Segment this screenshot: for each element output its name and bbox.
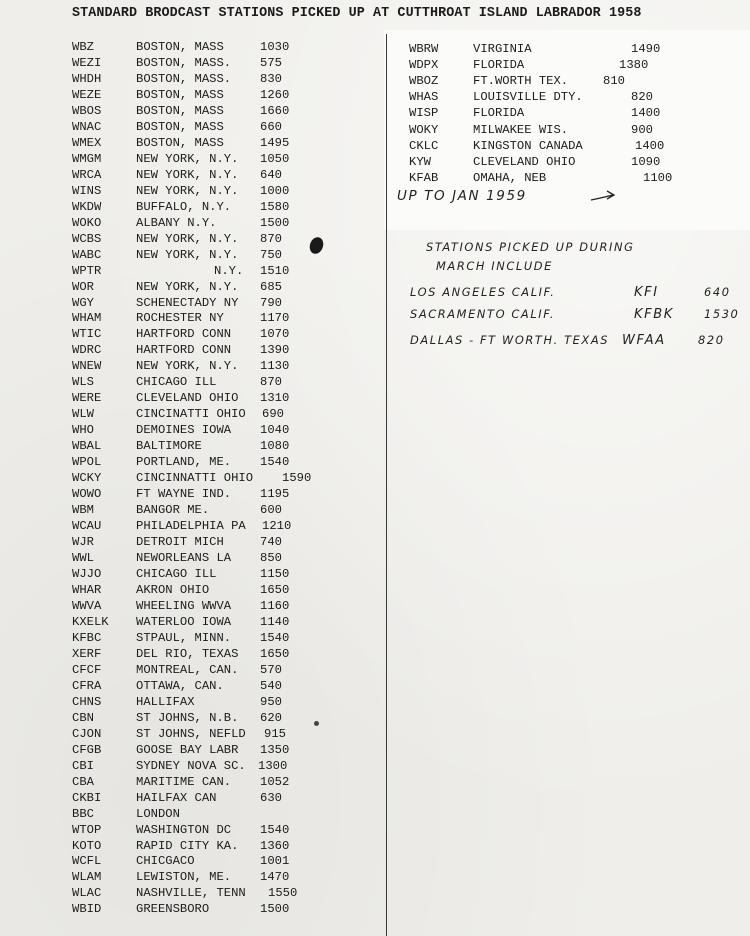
station-location: STPAUL, MINN.	[136, 630, 232, 645]
handwritten-station-row	[410, 285, 740, 303]
station-row	[72, 263, 382, 279]
station-frequency: 660	[260, 119, 282, 134]
station-frequency: 1510	[260, 263, 290, 278]
station-row	[72, 374, 382, 390]
station-location: VIRGINIA	[473, 42, 532, 56]
call-sign: WBZ	[72, 40, 94, 54]
station-frequency: 1080	[260, 439, 290, 454]
call-sign: WPTR	[72, 263, 102, 278]
station-frequency: 1260	[260, 87, 290, 102]
station-location: CHICGACO	[136, 854, 195, 869]
station-row	[72, 518, 382, 534]
call-sign: WOKY	[409, 122, 439, 137]
call-sign: WKDW	[72, 199, 102, 214]
call-sign: WOR	[72, 279, 94, 294]
station-location: BOSTON, MASS	[136, 135, 224, 150]
handwritten-station-row	[410, 307, 740, 325]
station-row	[409, 154, 739, 170]
station-row	[72, 901, 382, 917]
call-sign: WCKY	[72, 471, 102, 486]
arrow-right-icon	[589, 190, 617, 206]
station-location: WASHINGTON DC	[136, 822, 232, 837]
call-sign: WBOS	[72, 103, 102, 118]
station-location: NEW YORK, N.Y.	[136, 359, 239, 374]
station-row	[72, 853, 382, 869]
station-frequency: 1400	[635, 138, 665, 153]
station-row	[72, 502, 382, 518]
station-frequency: 1400	[631, 106, 661, 121]
station-frequency: 1090	[631, 154, 661, 169]
station-location: NASHVILLE, TENN	[136, 886, 246, 901]
station-location: HARTFORD CONN	[136, 327, 232, 342]
call-sign: CBA	[72, 774, 94, 789]
station-location: NEW YORK, N.Y.	[136, 279, 239, 294]
station-location: BOSTON, MASS.	[136, 55, 232, 70]
station-location: SCHENECTADY NY	[136, 295, 239, 310]
station-row	[409, 73, 739, 89]
station-location: BOSTON, MASS	[136, 119, 224, 134]
call-sign: WJJO	[72, 567, 102, 581]
station-row	[409, 41, 739, 57]
station-row	[72, 390, 382, 406]
call-sign: WDRC	[72, 343, 102, 358]
station-frequency: 1150	[260, 567, 290, 581]
station-row	[72, 279, 382, 295]
station-location: FT.WORTH TEX.	[473, 74, 569, 89]
call-sign: CBN	[72, 710, 94, 725]
station-row	[72, 151, 382, 167]
station-row	[72, 630, 382, 646]
call-sign: WHAM	[72, 311, 102, 326]
station-location: LEWISTON, ME.	[136, 870, 232, 885]
station-frequency: 1100	[643, 170, 673, 185]
station-location: FLORIDA	[473, 106, 525, 121]
station-location: BOSTON, MASS	[136, 40, 224, 54]
station-location: PHILADELPHIA PA	[136, 519, 246, 534]
station-location: KINGSTON CANADA	[473, 138, 583, 153]
station-frequency: 900	[631, 122, 653, 137]
station-frequency: 1580	[260, 199, 290, 214]
up-to-text: UP TO JAN 1959	[397, 188, 527, 204]
station-location: BALTIMORE	[136, 439, 202, 454]
call-sign: WLAM	[72, 870, 102, 885]
station-row	[72, 678, 382, 694]
call-sign: CFGB	[72, 742, 102, 757]
station-frequency: 1140	[260, 614, 290, 629]
call-sign: WCFL	[72, 854, 102, 869]
call-sign: WLAC	[72, 886, 102, 901]
station-location: WHEELING WWVA	[136, 598, 232, 613]
call-sign: WABC	[72, 247, 102, 262]
station-row	[72, 486, 382, 502]
station-location: FLORIDA	[473, 58, 525, 73]
station-frequency: 1170	[260, 311, 290, 326]
call-sign: WCAU	[72, 519, 102, 534]
call-sign: WBM	[72, 503, 94, 518]
call-sign: WMGM	[72, 151, 102, 166]
station-frequency: 1550	[268, 886, 298, 901]
station-location: HAILFAX CAN	[136, 790, 217, 805]
call-sign: WWL	[72, 551, 94, 566]
station-row	[72, 438, 382, 454]
station-row	[72, 406, 382, 422]
station-row	[72, 71, 382, 87]
station-location: CINCINNATTI OHIO	[136, 471, 254, 486]
station-row	[72, 103, 382, 119]
call-sign: WBAL	[72, 439, 102, 454]
call-sign: XERF	[72, 646, 102, 661]
call-sign: WINS	[72, 183, 102, 198]
station-location: NEW YORK, N.Y.	[136, 151, 239, 166]
station-location: NEW YORK, N.Y.	[136, 183, 239, 198]
station-location: PORTLAND, ME.	[136, 455, 232, 470]
station-frequency: 915	[264, 726, 286, 741]
station-location: NEWORLEANS LA	[136, 551, 232, 566]
station-row	[72, 231, 382, 247]
station-row	[72, 838, 382, 854]
call-sign: WNAC	[72, 119, 102, 134]
station-frequency: 1001	[260, 854, 290, 869]
handwritten-frequency: 1530	[704, 307, 740, 321]
call-sign: KXELK	[72, 614, 109, 629]
handwritten-frequency: 820	[698, 333, 725, 347]
station-row	[72, 869, 382, 885]
call-sign: CKBI	[72, 790, 102, 805]
station-frequency: 1130	[260, 359, 290, 374]
call-sign: WRCA	[72, 167, 102, 182]
station-row	[72, 39, 382, 55]
station-row	[72, 55, 382, 71]
station-frequency: 1040	[260, 423, 290, 438]
station-location: DEL RIO, TEXAS	[136, 646, 239, 661]
call-sign: CBI	[72, 758, 94, 773]
station-frequency: 1052	[260, 774, 290, 789]
station-location: ROCHESTER NY	[136, 311, 224, 326]
call-sign: WHDH	[72, 71, 102, 86]
call-sign: WJR	[72, 535, 94, 550]
call-sign: WDPX	[409, 58, 439, 73]
handwritten-frequency: 640	[704, 285, 731, 299]
station-location: ST JOHNS, N.B.	[136, 710, 239, 725]
station-frequency: 540	[260, 678, 282, 693]
station-location: BUFFALO, N.Y.	[136, 199, 232, 214]
station-location: CHICAGO ILL	[136, 375, 217, 390]
call-sign: WHAR	[72, 582, 102, 597]
station-location: NEW YORK, N.Y.	[136, 247, 239, 262]
station-row	[72, 342, 382, 358]
call-sign: WMEX	[72, 135, 102, 150]
handwritten-location: LOS ANGELES CALIF.	[410, 285, 556, 299]
station-frequency: 620	[260, 710, 282, 725]
station-row	[72, 215, 382, 231]
call-sign: WEZE	[72, 87, 102, 102]
call-sign: WLW	[72, 407, 94, 422]
station-location: LOUISVILLE DTY.	[473, 90, 583, 105]
station-frequency: 1310	[260, 391, 290, 406]
station-frequency: 1195	[260, 487, 290, 502]
station-location: WATERLOO IOWA	[136, 614, 232, 629]
station-frequency: 850	[260, 551, 282, 566]
station-frequency: 685	[260, 279, 282, 294]
station-row	[72, 566, 382, 582]
call-sign: WTOP	[72, 822, 102, 837]
station-frequency: 950	[260, 694, 282, 709]
march-note-line1: STATIONS PICKED UP DURING	[426, 240, 635, 254]
station-row	[72, 582, 382, 598]
call-sign: WNEW	[72, 359, 102, 374]
station-location: OTTAWA, CAN.	[136, 678, 224, 693]
station-frequency: 1540	[260, 630, 290, 645]
station-frequency: 1380	[619, 58, 649, 73]
station-frequency: 1495	[260, 135, 290, 150]
station-frequency: 1210	[262, 519, 292, 534]
station-row	[72, 183, 382, 199]
station-row	[72, 534, 382, 550]
call-sign: CHNS	[72, 694, 102, 709]
station-frequency: 1500	[260, 902, 290, 917]
station-location: SYDNEY NOVA SC.	[136, 758, 246, 773]
call-sign: WWVA	[72, 598, 102, 613]
call-sign: CFRA	[72, 678, 102, 693]
call-sign: BBC	[72, 806, 94, 821]
station-row	[409, 138, 739, 154]
station-location: CHICAGO ILL	[136, 567, 217, 581]
call-sign: WERE	[72, 391, 102, 406]
station-row	[409, 122, 739, 138]
station-location: MONTREAL, CAN.	[136, 662, 239, 677]
call-sign: WHO	[72, 423, 94, 438]
station-location: ST JOHNS, NEFLD	[136, 726, 246, 741]
station-frequency: 1650	[260, 582, 290, 597]
call-sign: CKLC	[409, 138, 439, 153]
station-row	[72, 885, 382, 901]
station-frequency: 1300	[258, 758, 288, 773]
station-frequency: 630	[260, 790, 282, 805]
station-row	[72, 646, 382, 662]
station-row	[72, 199, 382, 215]
station-frequency: 690	[262, 407, 284, 422]
station-location: N.Y.	[214, 263, 244, 278]
call-sign: WPOL	[72, 455, 102, 470]
station-frequency: 750	[260, 247, 282, 262]
station-location: ALBANY N.Y.	[136, 215, 217, 230]
station-location: LONDON	[136, 806, 180, 821]
handwritten-call-sign: WFAA	[622, 333, 666, 348]
handwritten-location: DALLAS - FT WORTH. TEXAS	[410, 333, 610, 347]
station-frequency: 600	[260, 503, 282, 518]
call-sign: KFBC	[72, 630, 102, 645]
station-row	[72, 598, 382, 614]
station-location: BOSTON, MASS.	[136, 71, 232, 86]
station-location: GREENSBORO	[136, 902, 210, 917]
station-location: AKRON OHIO	[136, 582, 210, 597]
station-frequency: 1490	[631, 42, 661, 56]
station-location: MARITIME CAN.	[136, 774, 232, 789]
handwritten-station-row	[410, 333, 740, 351]
station-row	[409, 89, 739, 105]
station-row	[72, 774, 382, 790]
handwritten-location: SACRAMENTO CALIF.	[410, 307, 556, 321]
station-row	[72, 726, 382, 742]
call-sign: KYW	[409, 154, 431, 169]
station-row	[409, 105, 739, 121]
station-row	[72, 822, 382, 838]
call-sign: WOWO	[72, 487, 102, 502]
call-sign: KOTO	[72, 838, 102, 853]
column-divider	[386, 34, 387, 936]
station-frequency: 830	[260, 71, 282, 86]
station-frequency: 810	[603, 74, 625, 89]
station-row	[72, 694, 382, 710]
call-sign: WOKO	[72, 215, 102, 230]
station-frequency: 1470	[260, 870, 290, 885]
call-sign: WBID	[72, 902, 102, 917]
station-frequency: 870	[260, 375, 282, 390]
station-location: FT WAYNE IND.	[136, 487, 232, 502]
document-title: STANDARD BRODCAST STATIONS PICKED UP AT CUTTHROAT ISLAND LABRADOR 1958	[72, 6, 642, 21]
station-row	[72, 662, 382, 678]
station-row	[72, 295, 382, 311]
station-row	[72, 135, 382, 151]
station-frequency: 820	[631, 90, 653, 105]
station-location: GOOSE BAY LABR	[136, 742, 239, 757]
call-sign: CJON	[72, 726, 102, 741]
station-location: BANGOR ME.	[136, 503, 210, 518]
station-frequency: 1350	[260, 742, 290, 757]
station-location: HALLIFAX	[136, 694, 195, 709]
station-frequency: 1540	[260, 822, 290, 837]
handwritten-up-to-note	[397, 188, 527, 204]
station-frequency: 1500	[260, 215, 290, 230]
station-row	[72, 790, 382, 806]
station-location: DETROIT MICH	[136, 535, 224, 550]
station-row	[72, 614, 382, 630]
station-row	[72, 358, 382, 374]
station-frequency: 1050	[260, 151, 290, 166]
station-frequency: 1660	[260, 103, 290, 118]
station-frequency: 870	[260, 231, 282, 246]
station-location: NEW YORK, N.Y.	[136, 167, 239, 182]
station-location: BOSTON, MASS	[136, 103, 224, 118]
call-sign: WTIC	[72, 327, 102, 342]
station-location: OMAHA, NEB	[473, 170, 547, 185]
station-row	[72, 806, 382, 822]
station-frequency: 1000	[260, 183, 290, 198]
handwritten-call-sign: KFBK	[634, 307, 674, 322]
station-location: HARTFORD CONN	[136, 343, 232, 358]
station-location: RAPID CITY KA.	[136, 838, 239, 853]
station-row	[72, 247, 382, 263]
station-frequency: 1650	[260, 646, 290, 661]
call-sign: KFAB	[409, 170, 439, 185]
station-row	[72, 167, 382, 183]
station-location: CINCINATTI OHIO	[136, 407, 246, 422]
station-row	[72, 742, 382, 758]
station-row	[72, 119, 382, 135]
call-sign: WBRW	[409, 42, 439, 56]
call-sign: CFCF	[72, 662, 102, 677]
call-sign: WLS	[72, 375, 94, 390]
call-sign: WEZI	[72, 55, 102, 70]
station-location: CLEVELAND OHIO	[473, 154, 576, 169]
station-location: NEW YORK, N.Y.	[136, 231, 239, 246]
station-location: BOSTON, MASS	[136, 87, 224, 102]
handwritten-call-sign: KFI	[634, 285, 659, 300]
station-row	[72, 710, 382, 726]
call-sign: WBOZ	[409, 74, 439, 89]
call-sign: WCBS	[72, 231, 102, 246]
call-sign: WHAS	[409, 90, 439, 105]
call-sign: WGY	[72, 295, 94, 310]
station-frequency: 575	[260, 55, 282, 70]
station-frequency: 790	[260, 295, 282, 310]
station-frequency: 1030	[260, 40, 290, 54]
ink-speck	[314, 721, 319, 726]
station-frequency: 1360	[260, 838, 290, 853]
station-row	[409, 170, 739, 186]
station-frequency: 1590	[282, 471, 312, 486]
station-row	[72, 758, 382, 774]
station-frequency: 570	[260, 662, 282, 677]
call-sign: WISP	[409, 106, 439, 121]
station-row	[72, 550, 382, 566]
station-row	[72, 310, 382, 326]
station-location: DEMOINES IOWA	[136, 423, 232, 438]
station-row	[409, 57, 739, 73]
station-row	[72, 87, 382, 103]
station-frequency: 640	[260, 167, 282, 182]
march-note-line2: MARCH INCLUDE	[436, 259, 553, 273]
station-row	[72, 470, 382, 486]
station-frequency: 1160	[260, 598, 290, 613]
station-location: CLEVELAND OHIO	[136, 391, 239, 406]
station-location: MILWAKEE WIS.	[473, 122, 569, 137]
station-frequency: 1540	[260, 455, 290, 470]
station-row	[72, 454, 382, 470]
station-frequency: 1070	[260, 327, 290, 342]
station-frequency: 1390	[260, 343, 290, 358]
station-row	[72, 326, 382, 342]
station-row	[72, 422, 382, 438]
station-frequency: 740	[260, 535, 282, 550]
